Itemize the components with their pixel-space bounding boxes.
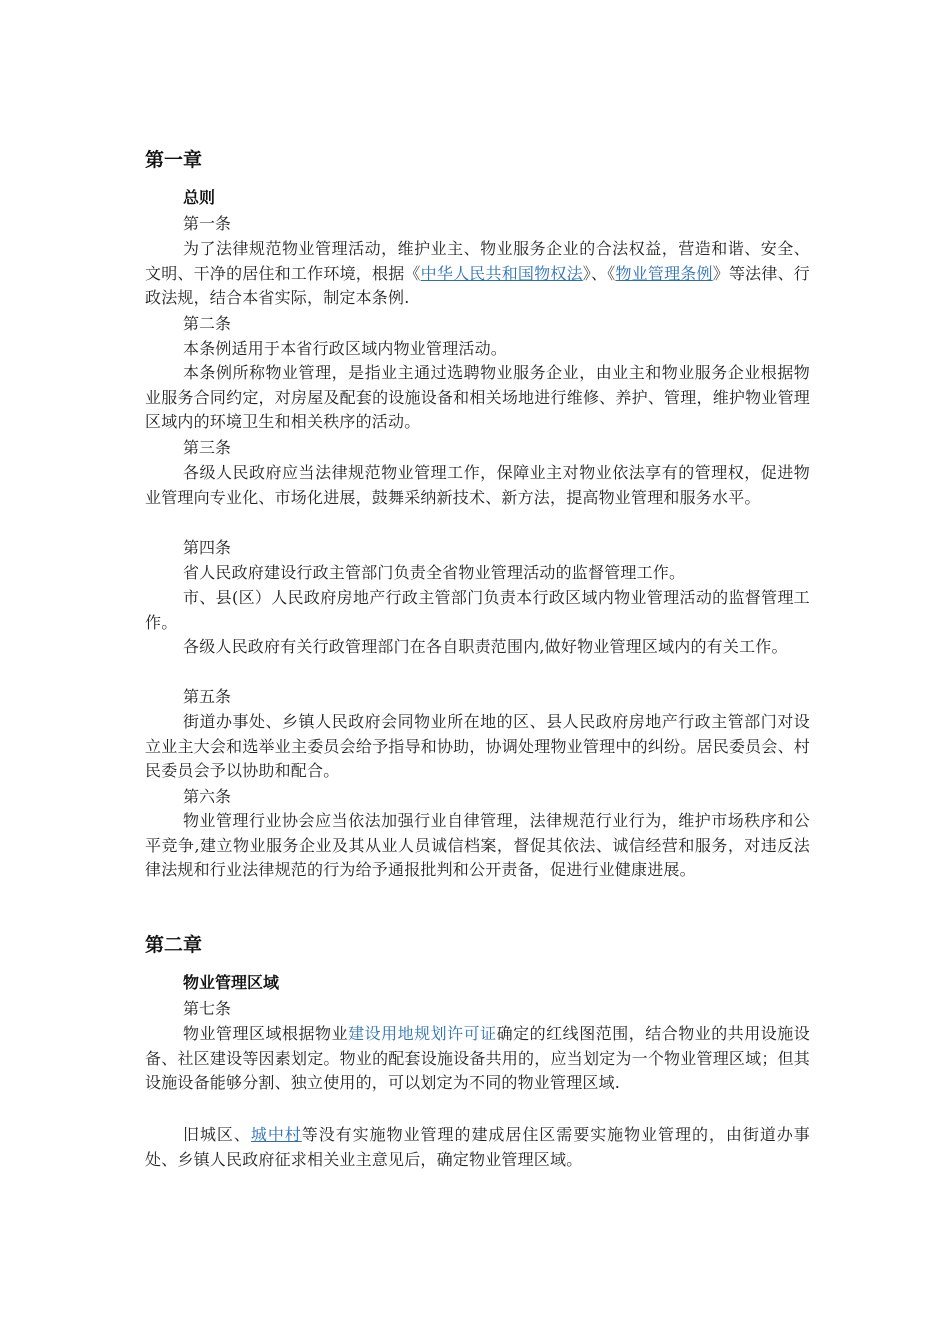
paragraph-text: 物业管理区域根据物业: [183, 1024, 349, 1043]
article-paragraph: 本条例适用于本省行政区域内物业管理活动。: [183, 339, 508, 358]
article-paragraph: 省人民政府建设行政主管部门负责全省物业管理活动的监督管理工作。: [183, 563, 686, 582]
law-link[interactable]: 中华人民共和国物权法: [420, 263, 583, 283]
paragraph-text: 确定的红线图范围，结合物业的共用设施设备、社区建设等因素划定。物业的配套设施设备共用的，应当划定为一个物业管理区域；但其设施设备能够分割、独立使用的，可以划定为不同的物业管理区域.: [145, 1024, 810, 1092]
paragraph-text: 》、《: [582, 263, 616, 283]
article-paragraph: 本条例所称物业管理，是指业主通过选聘物业服务企业，由业主和物业服务企业根据物业服务合同约定，对房屋及配套的设施设备和相关场地进行维修、养护、管理，维护物业管理区域内的环境卫生和相关秩序的活动。: [145, 363, 810, 431]
article-label: 第二条: [183, 314, 232, 333]
article-paragraph: [145, 1022, 810, 1096]
article-paragraph: [145, 237, 810, 311]
paragraph-text: 等没有实施物业管理的建成居住区需要实施物业管理的，由街道办事处、乡镇人民政府征求相关业主意见后，确定物业管理区域。: [145, 1125, 810, 1169]
chapter-heading: 第一章: [145, 149, 203, 171]
article-label: 第五条: [183, 687, 232, 706]
chapter-heading: 第二章: [145, 934, 203, 956]
article-paragraph: 物业管理行业协会应当依法加强行业自律管理，法律规范行业行为，维护市场秩序和公平竞争,建立物业服务企业及其从业人员诚信档案，督促其依法、诚信经营和服务，对违反法律法规和行业法律规范的行为给予通报批判和公开责备，促进行业健康进展。: [145, 811, 810, 879]
paragraph-text: 旧城区、: [183, 1125, 251, 1144]
article-paragraph: 各级人民政府应当法律规范物业管理工作，保障业主对物业依法享有的管理权，促进物业管理向专业化、市场化进展，鼓舞采纳新技术、新方法，提高物业管理和服务水平。: [145, 463, 810, 507]
article-label: 第四条: [183, 538, 232, 557]
article-label: 第一条: [183, 214, 232, 233]
article-paragraph: 市、县(区）人民政府房地产行政主管部门负责本行政区域内物业管理活动的监督管理工作。: [145, 588, 810, 632]
urban-village-link[interactable]: 城中村: [250, 1125, 302, 1144]
paragraph-text: 》等法律、行政法规，结合本省实际，制定本条例.: [145, 263, 811, 307]
chapter-title: 总则: [183, 188, 216, 207]
article-paragraph: [145, 1123, 810, 1172]
paragraph-text: 为了法律规范物业管理活动，维护业主、物业服务企业的合法权益，营造和谐、安全、文明、干净的居住和工作环境，根据《: [145, 239, 810, 283]
article-label: 第六条: [183, 787, 232, 806]
regulation-link[interactable]: 物业管理条例: [615, 263, 713, 283]
article-paragraph: 街道办事处、乡镇人民政府会同物业所在地的区、县人民政府房地产行政主管部门对设立业主大会和选举业主委员会给予指导和协助，协调处理物业管理中的纠纷。居民委员会、村民委员会予以协助和配合。: [145, 712, 810, 780]
article-label: 第三条: [183, 438, 232, 457]
article-paragraph: 各级人民政府有关行政管理部门在各自职责范围内,做好物业管理区域内的有关工作。: [183, 637, 788, 656]
article-label: 第七条: [183, 999, 232, 1018]
permit-link[interactable]: 建设用地规划许可证: [348, 1024, 497, 1043]
chapter-title: 物业管理区域: [183, 973, 280, 992]
